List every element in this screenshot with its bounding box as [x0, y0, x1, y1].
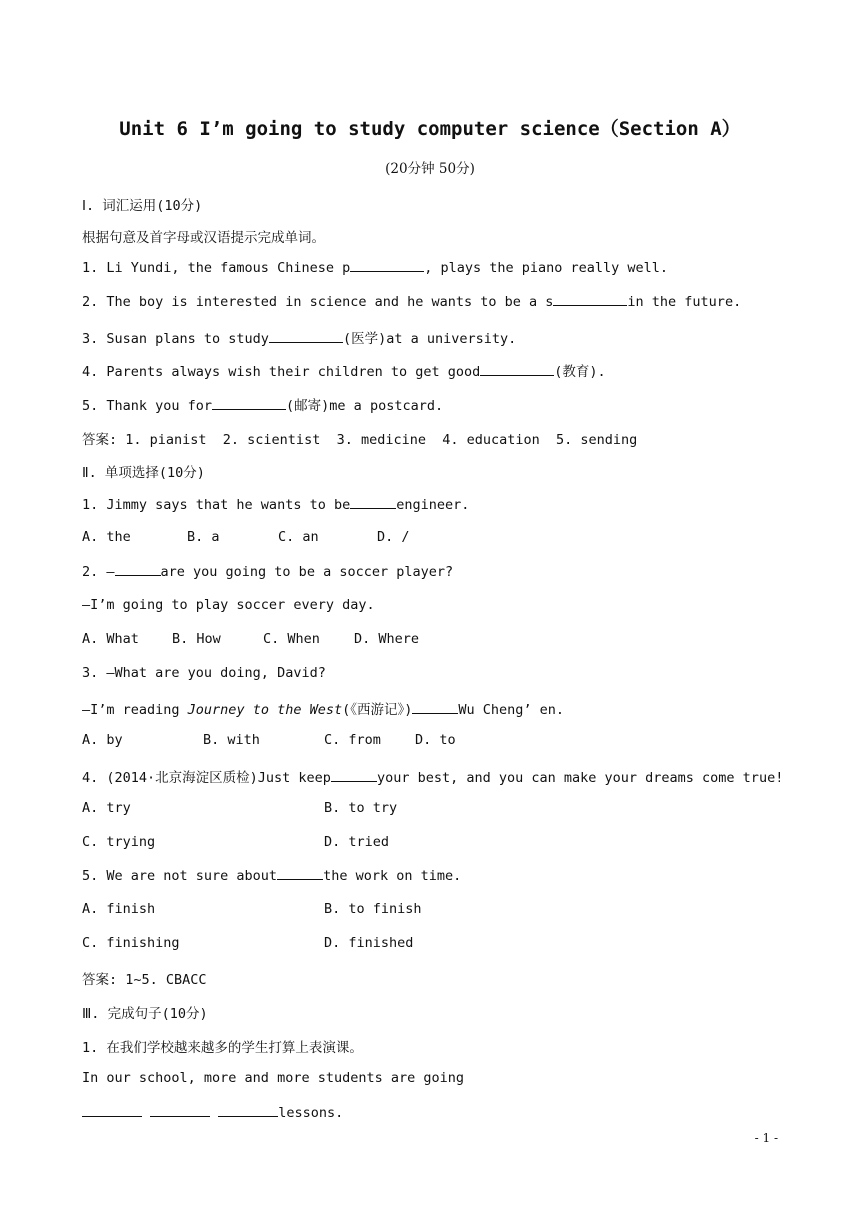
- s1-question-5: [82, 394, 443, 414]
- s2-q2-text-end: are you going to be a soccer player?: [160, 564, 454, 580]
- s2-q2-option-d[interactable]: D. Where: [354, 631, 420, 647]
- answer-blank[interactable]: [115, 563, 161, 576]
- s2-answer-key: 答案: 1~5. CBACC: [82, 972, 207, 988]
- s2-q4-option-c[interactable]: C. trying: [82, 834, 156, 850]
- s3-question-1-en: In our school, more and more students are going: [82, 1070, 465, 1086]
- page-subtitle: (20分钟 50分): [385, 161, 475, 177]
- s1-q5-text-end: (邮寄)me a postcard.: [286, 398, 444, 414]
- s2-q5-text: 5. We are not sure about: [82, 868, 278, 884]
- page-number: - 1 -: [754, 1131, 778, 1145]
- s1-q5-text: 5. Thank you for: [82, 398, 213, 414]
- s3-q1-end: lessons.: [278, 1105, 344, 1121]
- section-3-heading: Ⅲ. 完成句子(10分): [82, 1006, 208, 1022]
- s1-q2-text-end: in the future.: [627, 294, 742, 310]
- s2-q3-reply-end: Wu Cheng’ en.: [458, 702, 565, 718]
- s2-q4-text-end: your best, and you can make your dreams come true!: [376, 770, 784, 786]
- answer-blank[interactable]: [277, 867, 323, 880]
- s2-q5-option-b[interactable]: B. to finish: [324, 901, 422, 917]
- s1-q4-text-end: (教育).: [554, 364, 606, 380]
- s2-q4-option-a[interactable]: A. try: [82, 800, 131, 816]
- s2-q5-option-d[interactable]: D. finished: [324, 935, 414, 951]
- s1-q3-text-end: (医学)at a university.: [342, 331, 517, 347]
- answer-blank[interactable]: [350, 259, 424, 272]
- s2-q3-reply-text: —I’m reading: [82, 702, 188, 718]
- s2-question-5: [82, 867, 461, 884]
- section-2-heading: Ⅱ. 单项选择(10分): [82, 465, 205, 481]
- book-title: Journey to the West: [187, 702, 343, 718]
- s1-q4-text: 4. Parents always wish their children to get good: [82, 364, 481, 380]
- s2-q5-text-end: the work on time.: [323, 868, 462, 884]
- s2-question-2: [82, 563, 453, 580]
- s2-q5-option-a[interactable]: A. finish: [82, 901, 156, 917]
- answer-blank[interactable]: [331, 769, 377, 782]
- s3-question-1-cn: 1. 在我们学校越来越多的学生打算上表演课。: [82, 1040, 363, 1056]
- s1-q1-text: 1. Li Yundi, the famous Chinese p: [82, 260, 351, 276]
- s3-question-1-blanks: [82, 1104, 343, 1121]
- s1-answer-key: 答案: 1. pianist 2. scientist 3. medicine 4. education 5. sending: [82, 432, 638, 448]
- s2-q1-option-c[interactable]: C. an: [278, 529, 319, 545]
- answer-blank[interactable]: [218, 1104, 278, 1117]
- s2-q4-text: 4. (2014·北京海淀区质检)Just keep: [82, 770, 331, 786]
- s2-q3-option-d[interactable]: D. to: [415, 732, 456, 748]
- s2-q1-option-b[interactable]: B. a: [187, 529, 220, 545]
- s2-q3-option-c[interactable]: C. from: [324, 732, 381, 748]
- s1-q3-text: 3. Susan plans to study: [82, 331, 269, 347]
- s2-q5-option-c[interactable]: C. finishing: [82, 935, 180, 951]
- s1-question-3: [82, 327, 516, 347]
- s1-q2-text: 2. The boy is interested in science and he wants to be a s: [82, 294, 554, 310]
- answer-blank[interactable]: [212, 397, 286, 410]
- s2-q2-option-b[interactable]: B. How: [172, 631, 221, 647]
- s2-q1-text-end: engineer.: [396, 497, 470, 513]
- answer-blank[interactable]: [412, 701, 458, 714]
- section-1-heading: Ⅰ. 词汇运用(10分): [82, 198, 203, 214]
- s2-q3-option-a[interactable]: A. by: [82, 732, 123, 748]
- s2-question-1: [82, 496, 469, 513]
- s2-q3-option-b[interactable]: B. with: [203, 732, 260, 748]
- s2-q1-option-a[interactable]: A. the: [82, 529, 131, 545]
- s2-question-3: 3. —What are you doing, David?: [82, 665, 326, 681]
- answer-blank[interactable]: [553, 293, 627, 306]
- s2-question-4: [82, 766, 783, 786]
- s1-question-2: [82, 293, 741, 310]
- answer-blank[interactable]: [480, 363, 554, 376]
- answer-blank[interactable]: [269, 330, 343, 343]
- s1-question-1: [82, 259, 668, 276]
- s2-q4-option-b[interactable]: B. to try: [324, 800, 398, 816]
- answer-blank[interactable]: [350, 496, 396, 509]
- book-title-cn: (《西游记》): [342, 702, 413, 718]
- s2-q3-reply: [82, 698, 564, 718]
- s2-q4-option-d[interactable]: D. tried: [324, 834, 390, 850]
- section-1-instruction: 根据句意及首字母或汉语提示完成单词。: [82, 230, 325, 246]
- s2-q2-reply: —I’m going to play soccer every day.: [82, 597, 375, 613]
- s2-q1-option-d[interactable]: D. /: [377, 529, 410, 545]
- s2-q1-text: 1. Jimmy says that he wants to be: [82, 497, 351, 513]
- s1-question-4: [82, 360, 606, 380]
- s2-q2-option-a[interactable]: A. What: [82, 631, 139, 647]
- s2-q2-option-c[interactable]: C. When: [263, 631, 320, 647]
- s2-q2-text: 2. —: [82, 564, 115, 580]
- answer-blank[interactable]: [150, 1104, 210, 1117]
- answer-blank[interactable]: [82, 1104, 142, 1117]
- s1-q1-text-end: , plays the piano really well.: [424, 260, 669, 276]
- page-title: Unit 6 I’m going to study computer science（Section A）: [119, 118, 741, 140]
